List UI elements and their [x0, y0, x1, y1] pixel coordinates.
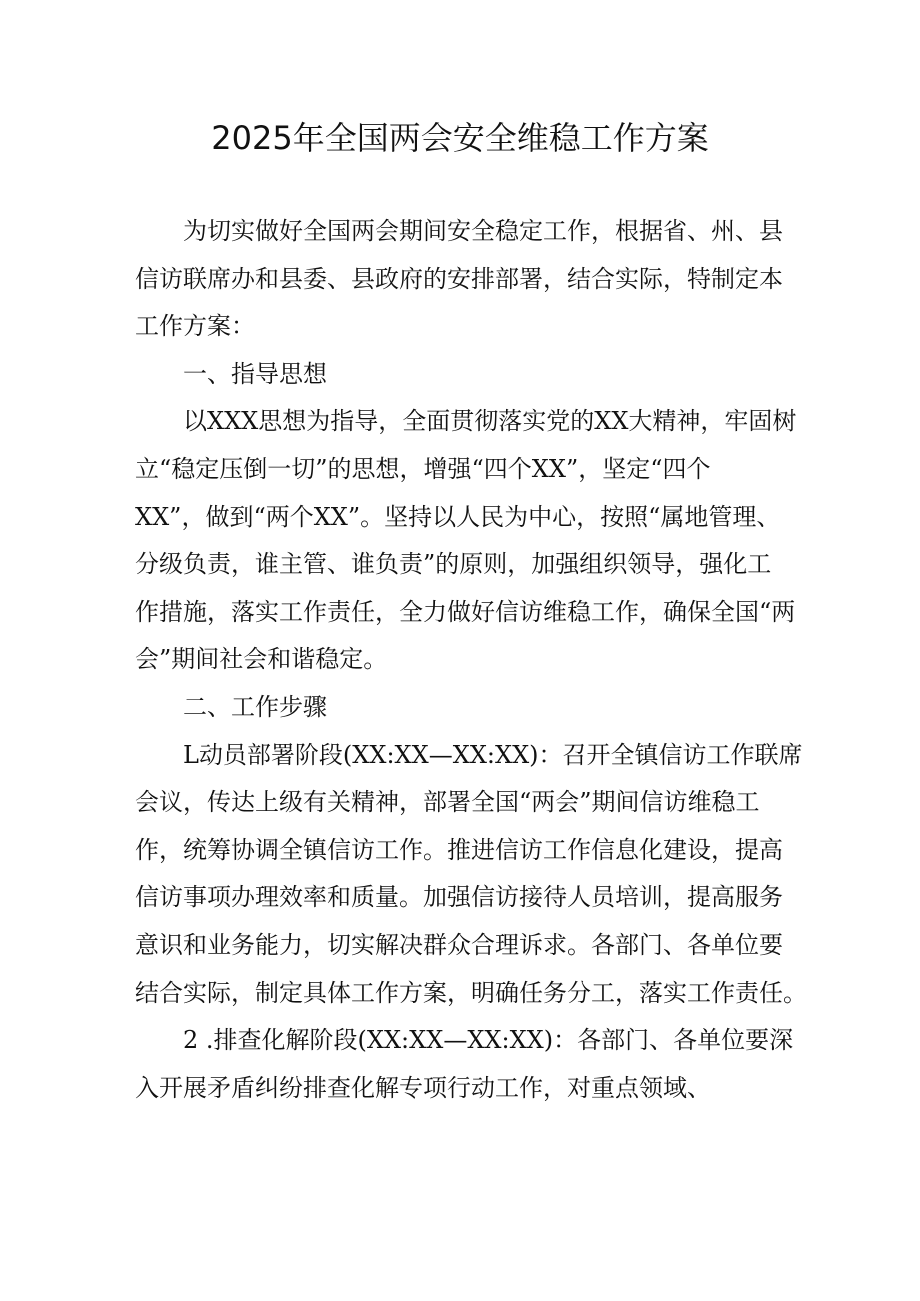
body-line: XX”，做到“两个XX”。坚持以人民为中心，按照“属地管理、	[135, 502, 781, 531]
body-line: 意识和业务能力，切实解决群众合理诉求。各部门、各单位要	[135, 930, 783, 959]
body-line: 会”期间社会和谐稳定。	[135, 645, 388, 674]
body-line: 立“稳定压倒一切”的思想，增强“四个XX”，坚定“四个	[135, 454, 711, 483]
body-line: 一、指导思想	[183, 359, 327, 388]
document-body	[135, 208, 807, 1112]
body-line: L动员部署阶段(XX:XX—XX:XX)：召开全镇信访工作联席	[183, 740, 803, 769]
body-line: 会议，传达上级有关精神，部署全国“两会”期间信访维稳工	[135, 788, 760, 817]
body-line: 信访联席办和县委、县政府的安排部署，结合实际，特制定本	[135, 264, 783, 293]
body-line: 二、工作步骤	[183, 692, 327, 721]
body-line: 结合实际，制定具体工作方案，明确任务分工，落实工作责任。	[135, 978, 807, 1007]
document-title: 2025年全国两会安全维稳工作方案	[211, 119, 709, 157]
body-line: 入开展矛盾纠纷排查化解专项行动工作，对重点领域、	[135, 1073, 711, 1102]
body-line: 以XXX思想为指导，全面贯彻落实党的XX大精神，牢固树	[183, 407, 797, 436]
body-line: 为切实做好全国两会期间安全稳定工作，根据省、州、县	[183, 217, 783, 245]
body-line: 作，统筹协调全镇信访工作。推进信访工作信息化建设，提高	[135, 835, 783, 864]
body-line: 分级负责，谁主管、谁负责”的原则，加强组织领导，强化工	[135, 550, 772, 579]
body-line: 工作方案：	[135, 312, 255, 341]
body-line: 2 .排查化解阶段(XX:XX—XX:XX)：各部门、各单位要深	[183, 1026, 794, 1055]
body-line: 信访事项办理效率和质量。加强信访接待人员培训，提高服务	[135, 883, 783, 912]
body-line: 作措施，落实工作责任，全力做好信访维稳工作，确保全国“两	[135, 597, 796, 626]
